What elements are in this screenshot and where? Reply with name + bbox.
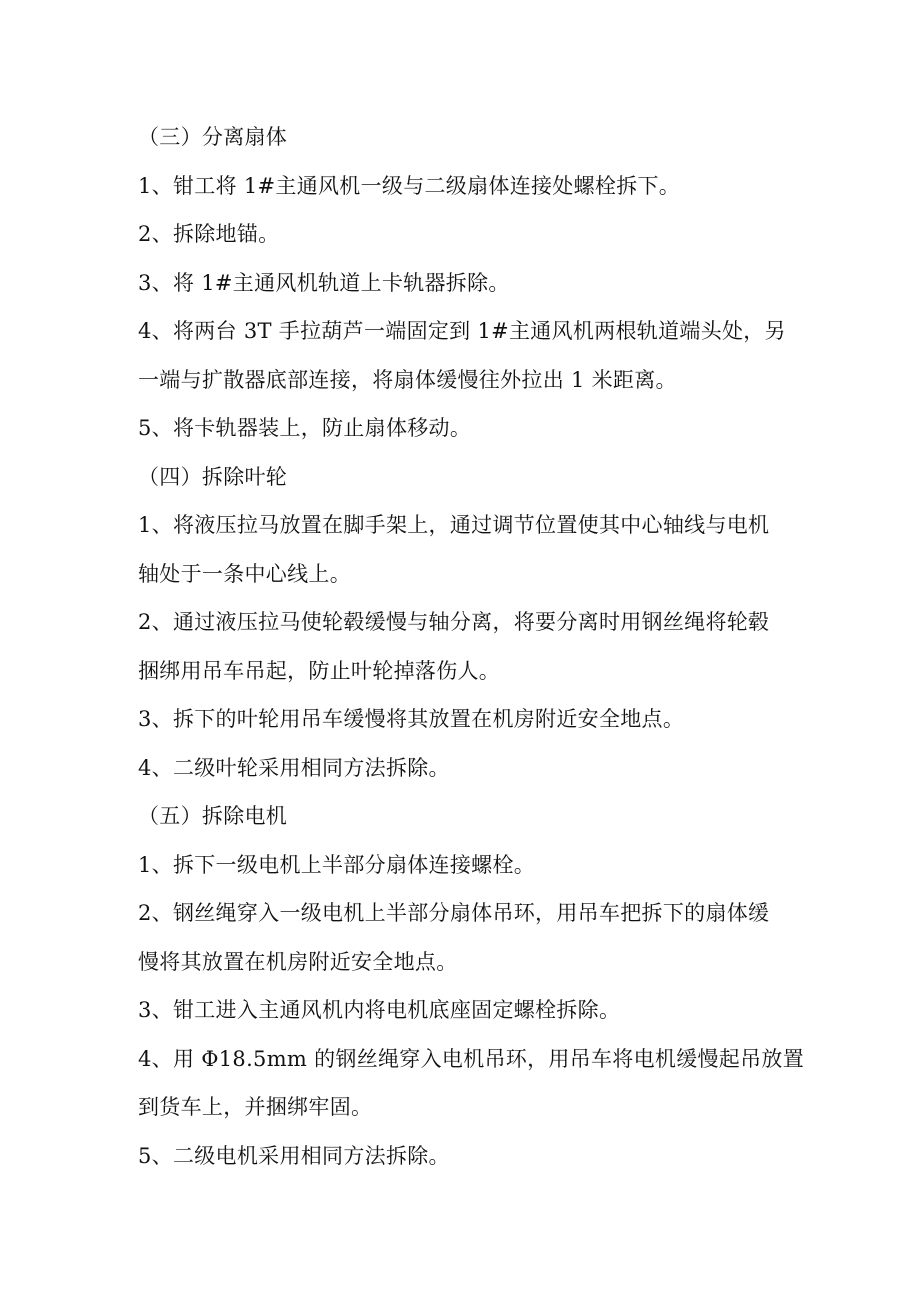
paragraph-line: 到货车上，并捆绑牢固。: [138, 1095, 373, 1119]
paragraph-line: 轴处于一条中心线上。: [138, 561, 351, 586]
paragraph-line: 4、二级叶轮采用相同方法拆除。: [138, 755, 450, 780]
section-heading-5: （五）拆除电机: [138, 804, 288, 828]
paragraph-line: 1、拆下一级电机上半部分扇体连接螺栓。: [138, 852, 536, 877]
paragraph-line: 2、钢丝绳穿入一级电机上半部分扇体吊环，用吊车把拆下的扇体缓: [138, 901, 770, 925]
paragraph-line: 4、将两台 3T 手拉葫芦一端固定到 1#主通风机两根轨道端头处，另: [138, 319, 786, 343]
paragraph-line: 3、将 1#主通风机轨道上卡轨器拆除。: [138, 270, 510, 295]
paragraph-line: 1、钳工将 1#主通风机一级与二级扇体连接处螺栓拆下。: [138, 173, 681, 198]
document-body: [138, 113, 805, 1180]
paragraph-line: 一端与扩散器底部连接，将扇体缓慢往外拉出 1 米距离。: [138, 367, 677, 392]
paragraph-line: 4、用 Φ18.5mm 的钢丝绳穿入电机吊环，用吊车将电机缓慢起吊放置: [138, 1046, 805, 1071]
section-heading-3: （三）分离扇体: [138, 125, 288, 149]
paragraph-line: 1、将液压拉马放置在脚手架上，通过调节位置使其中心轴线与电机: [138, 513, 770, 537]
paragraph-line: 2、拆除地锚。: [138, 222, 280, 246]
paragraph-line: 慢将其放置在机房附近安全地点。: [138, 949, 458, 974]
paragraph-line: 捆绑用吊车吊起，防止叶轮掉落伤人。: [138, 658, 501, 683]
paragraph-line: 5、将卡轨器装上，防止扇体移动。: [138, 416, 472, 440]
paragraph-line: 3、拆下的叶轮用吊车缓慢将其放置在机房附近安全地点。: [138, 707, 685, 731]
paragraph-line: 2、通过液压拉马使轮毂缓慢与轴分离，将要分离时用钢丝绳将轮毂: [138, 610, 770, 634]
section-heading-4: （四）拆除叶轮: [138, 464, 288, 489]
paragraph-line: 5、二级电机采用相同方法拆除。: [138, 1143, 450, 1168]
paragraph-line: 3、钳工进入主通风机内将电机底座固定螺栓拆除。: [138, 998, 621, 1022]
